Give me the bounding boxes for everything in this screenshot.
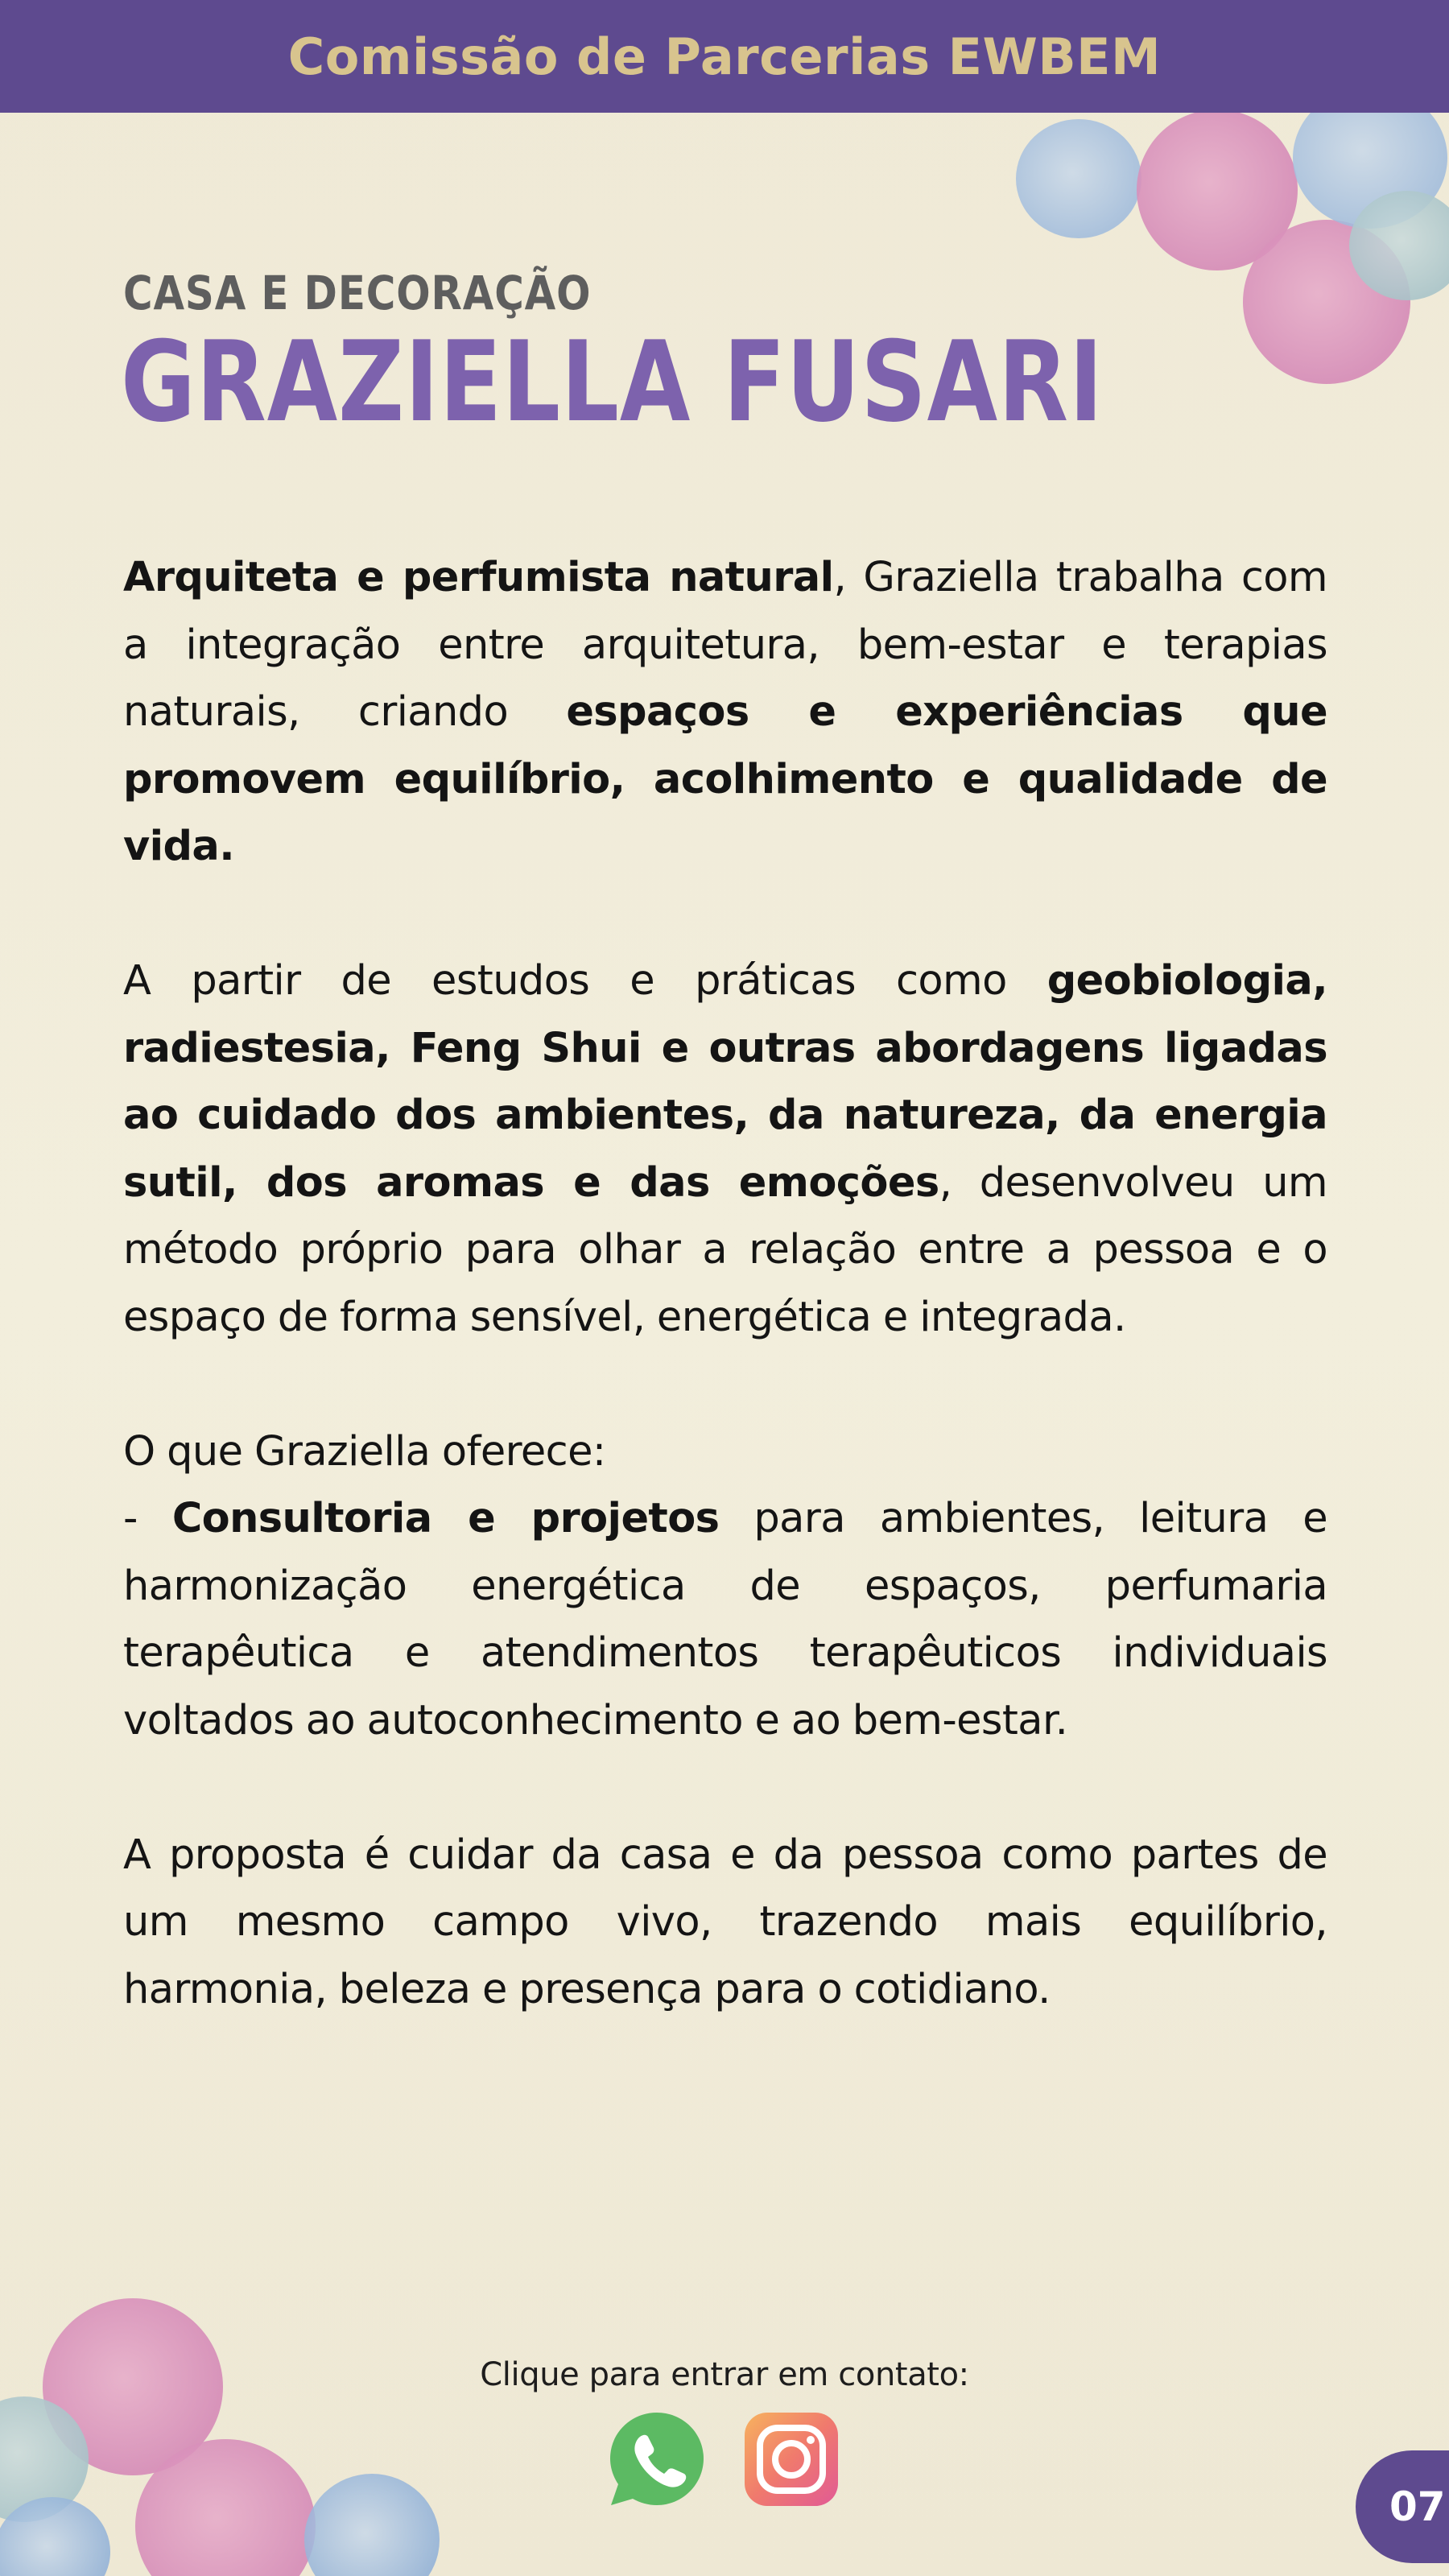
paragraph-intro [123, 544, 1327, 881]
offer-bold: Consultoria e projetos [171, 1495, 720, 1542]
category-label: CASA E DECORAÇÃO [123, 266, 592, 320]
paragraph-method [123, 947, 1327, 1351]
partner-name: GRAZIELLA FUSARI [121, 317, 1104, 447]
method-bold-1: geobiologia, radiestesia, Feng Shui e outras abordagens ligadas ao cuidado dos ambientes, da natureza, da energia sutil, dos aromas e das emoções [123, 957, 1327, 1207]
method-text-1: A partir de estudos e práticas como [123, 957, 1047, 1005]
offer-dash: - [123, 1495, 172, 1542]
intro-text-1: , Graziella trabalha com a integração entre arquitetura, bem-estar e terapias naturais, criando [123, 554, 1327, 736]
page-number: 07 [1389, 2483, 1446, 2530]
intro-bold-1: Arquiteta e perfumista natural [123, 554, 834, 601]
whatsapp-icon [608, 2410, 706, 2508]
offer-item [123, 1485, 1327, 1754]
offer-text: para ambientes, leitura e harmonização energética de espaços, perfumaria terapêutica e atendimentos terapêuticos individuais voltados ao autoconhecimento e ao bem-estar. [123, 1495, 1327, 1744]
method-text-2: , desenvolveu um método próprio para olhar a relação entre a pessoa e o espaço de forma sensível, energética e integrada. [123, 1158, 1327, 1341]
instagram-icon [742, 2410, 840, 2508]
intro-bold-2: espaços e experiências que promovem equilíbrio, acolhimento e qualidade de vida. [123, 688, 1327, 870]
paragraph-proposal: A proposta é cuidar da casa e da pessoa como partes de um mesmo campo vivo, trazendo mais equilíbrio, harmonia, beleza e presença para o cotidiano. [123, 1831, 1327, 2013]
contact-label: Clique para entrar em contato: [480, 2356, 969, 2393]
watercolor-decoration-bottom [0, 2294, 451, 2576]
offers-title: O que Graziella oferece: [123, 1427, 606, 1476]
instagram-button[interactable] [742, 2410, 840, 2508]
page-number-badge [1356, 2450, 1449, 2563]
header-title: Comissão de Parcerias EWBEM [287, 27, 1162, 86]
whatsapp-button[interactable] [608, 2410, 706, 2508]
description [123, 544, 1327, 2023]
header-bar [0, 0, 1449, 113]
